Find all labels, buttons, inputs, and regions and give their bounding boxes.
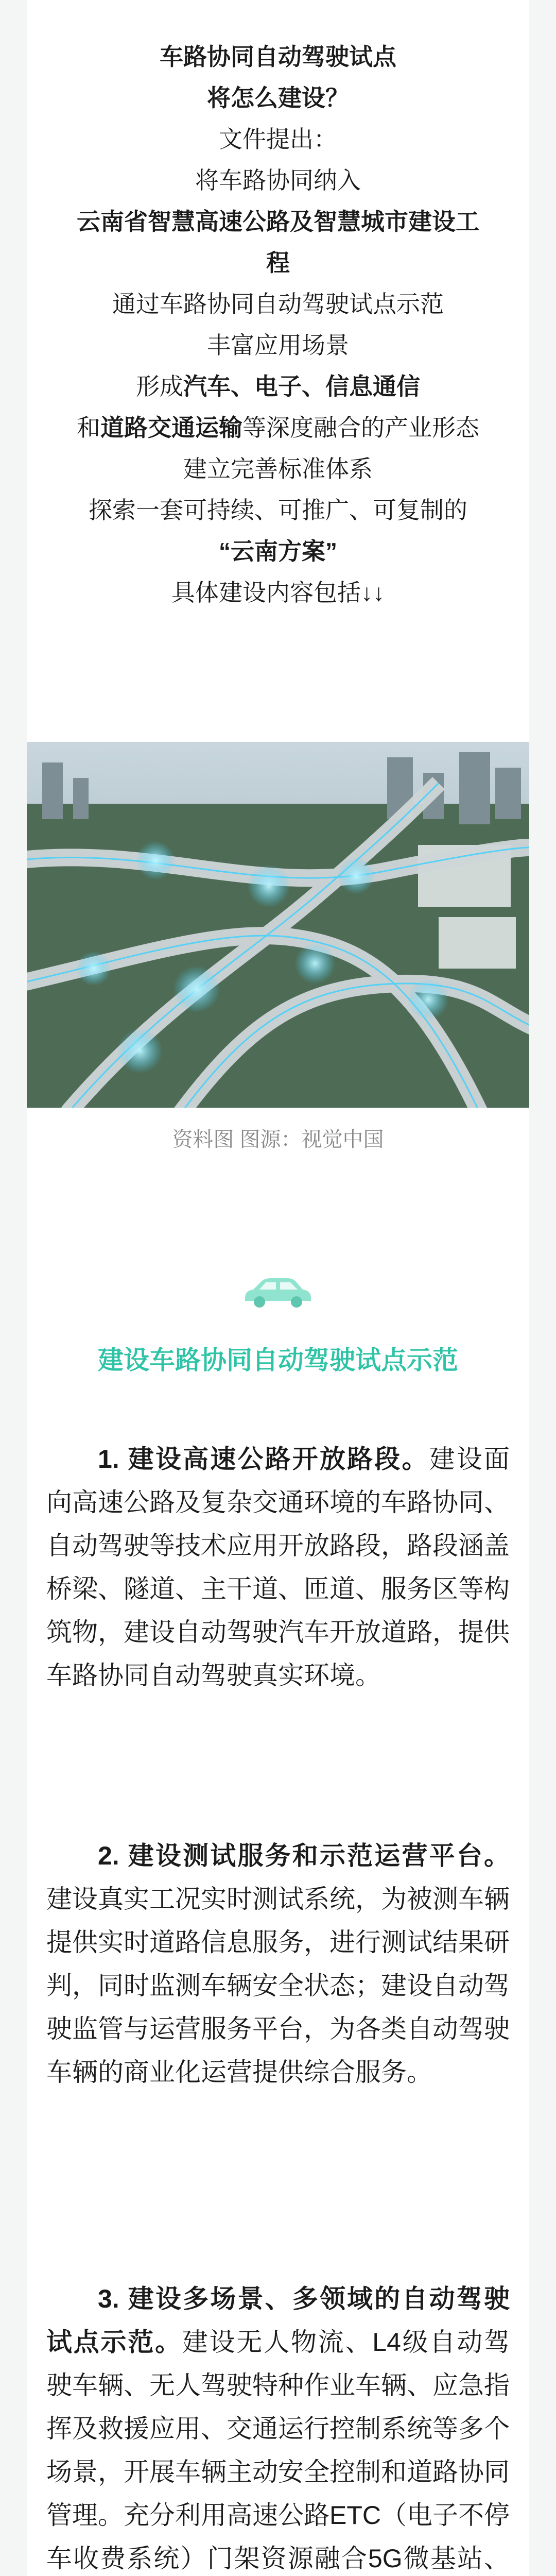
intro-line: 通过车路协同自动驾驶试点示范 (112, 291, 444, 317)
intro-text-bold: 道路交通运输 (100, 414, 242, 441)
article (27, 0, 529, 2576)
item-1-body: 建设面向高速公路及复杂交通环境的车路协同、自动驾驶等技术应用开放路段，路段涵盖桥梁、隧道、主干道、匝道、服务区等构筑物，建设自动驾驶汽车开放道路，提供车路协同自动驾驶真实环境。 (46, 1445, 510, 1690)
intro-text: 和 (77, 414, 100, 441)
item-3-heading: 3. 建设多场景、多领域的自动驾驶试点示范。 (46, 2284, 510, 2357)
intro-line: 将车路协同纳入 (195, 167, 361, 194)
intro-text: 等深度融合的产业形态 (242, 414, 479, 441)
item-3-body: 建设无人物流、L4级自动驾驶车辆、无人驾驶特种作业车辆、应急指挥及救援应用、交通运行控制系统等多个场景，开展车辆主动安全控制和道路协同管理。充分利用高速公路ETC（电子不停车收费系统）门架资源融合5G微基站、 (46, 2328, 510, 2573)
highway-photo (27, 742, 529, 1108)
intro-line: 丰富应用场景 (207, 332, 349, 359)
intro-title-line2: 将怎么建设？ (207, 84, 349, 111)
intro-title-line1: 车路协同自动驾驶试点 (160, 43, 396, 70)
item-1 (46, 1437, 510, 1697)
intro-line: 具体建设内容包括↓↓ (171, 579, 385, 606)
intro-block (27, 36, 529, 613)
intro-line: 建立完善标准体系 (183, 455, 373, 482)
intro-line (27, 407, 529, 448)
intro-line-bold: 程 (266, 249, 290, 276)
intro-line: 探索一套可持续、可推广、可复制的 (89, 497, 467, 523)
item-1-heading: 1. 建设高速公路开放路段。 (98, 1445, 429, 1473)
item-2-heading: 2. 建设测试服务和示范运营平台。 (98, 1841, 510, 1870)
highway-illustration (27, 742, 529, 1108)
intro-line: 文件提出： (219, 126, 337, 152)
intro-line-bold: 云南省智慧高速公路及智慧城市建设工 (77, 208, 479, 235)
section-title: 建设车路协同自动驾驶试点示范 (98, 1346, 458, 1375)
figure1-caption: 资料图 图源：视觉中国 (172, 1128, 384, 1151)
item-2-body: 建设真实工况实时测试系统，为被测车辆提供实时道路信息服务，进行测试结果研判，同时监测车辆安全状态；建设自动驾驶监管与运营服务平台，为各类自动驾驶车辆的商业化运营提供综合服务。 (46, 1885, 510, 2087)
item-3 (46, 2277, 510, 2576)
intro-line-bold: “云南方案” (219, 538, 337, 565)
car-icon (239, 1270, 316, 1311)
intro-text-bold: 汽车、电子、信息通信 (183, 373, 420, 400)
intro-line (27, 366, 529, 407)
intro-text: 形成 (136, 373, 183, 400)
item-2 (46, 1834, 510, 2094)
